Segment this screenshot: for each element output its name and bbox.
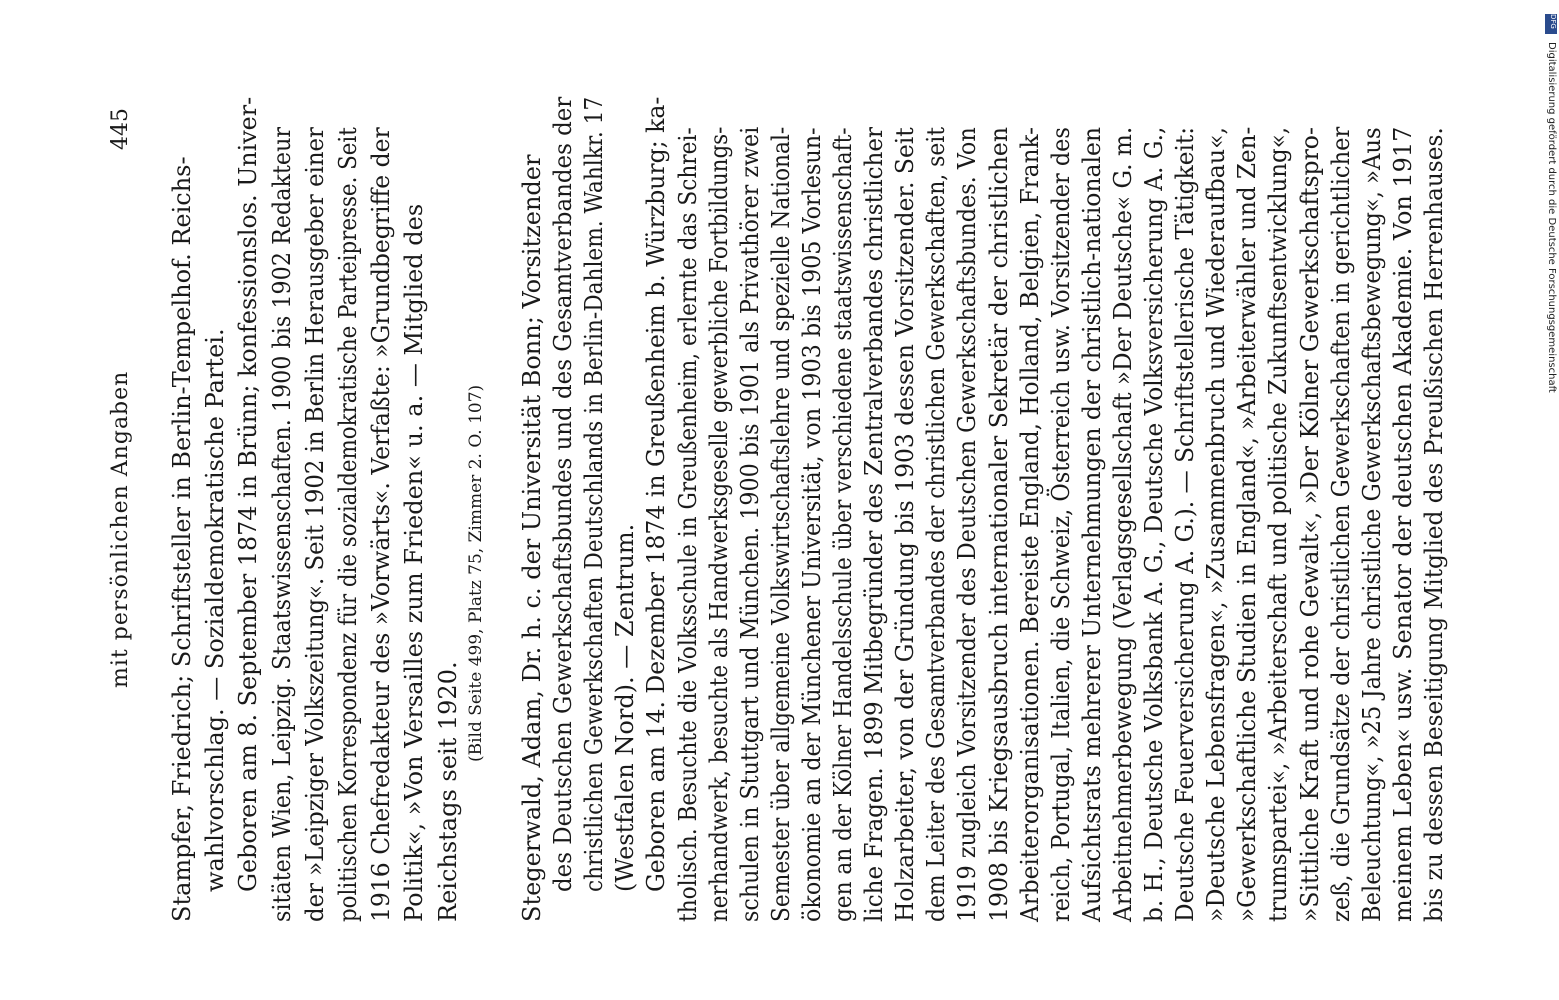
- entry-stampfer-line: wahlvorschlag. — Sozialdemokratische Partei.: [201, 328, 230, 892]
- entry-stampfer-line: sitäten Wien, Leipzig. Staatswissenschaften. 1900 bis 1902 Redakteur: [267, 126, 296, 923]
- digitization-notice: Digitalisierung gefördert durch die Deutsche Forschungsgemeinschaft: [1546, 42, 1557, 393]
- entry-stegerwald-line: (Westfalen Nord). — Zentrum.: [611, 523, 640, 892]
- entry-stampfer-caption: (Bild Seite 499, Platz 75, Zimmer 2. O. 107): [466, 384, 486, 762]
- entry-stegerwald-line: »Gewerkschaftliche Studien in England«, »Arbeiterwähler und Zen-: [1233, 126, 1262, 923]
- entry-stegerwald-line: bis zu dessen Beseitigung Mitglied des Preußischen Herrenhauses.: [1419, 127, 1448, 923]
- entry-stegerwald-line: nerhandwerk, besuchte als Handwerksgeselle gewerbliche Fortbildungs-: [704, 126, 733, 923]
- entry-stampfer-line: Geboren am 8. September 1874 in Brünn; konfessionslos. Univer-: [234, 96, 263, 892]
- entry-stegerwald-line: Beleuchtung«, »25 Jahre christliche Gewerkschaftsbewegung«, »Aus: [1357, 127, 1386, 923]
- entry-stampfer-line: 1916 Chefredakteur des »Vorwärts«. Verfaßte: »Grundbegriffe der: [367, 127, 396, 923]
- entry-stegerwald-line: trumspartei«, »Arbeiterschaft und politische Zukunftsentwicklung«,: [1264, 126, 1293, 922]
- entry-stegerwald-line: christlichen Gewerkschaften Deutschlands in Berlin-Dahlem. Wahlkr. 17: [580, 96, 609, 893]
- entry-stegerwald-line: »Sittliche Kraft und rohe Gewalt«, »Der Kölner Gewerkschaftspro-: [1295, 127, 1324, 923]
- entry-stampfer-line: der »Leipziger Volkszeitung«. Seit 1902 in Berlin Herausgeber einer: [300, 127, 329, 922]
- entry-stegerwald-line: meinem Leben« usw. Senator der deutschen Akademie. Von 1917: [1388, 126, 1417, 922]
- entry-stampfer-line: Stampfer, Friedrich; Schriftsteller in Berlin-Tempelhof. Reichs-: [168, 156, 196, 922]
- entry-stegerwald-line: Holzarbeiter, von der Gründung bis 1903 dessen Vorsitzender. Seit: [891, 127, 920, 923]
- entry-stegerwald-line: tholisch. Besuchte die Volksschule in Greußenheim, erlernte das Schrei-: [673, 127, 702, 922]
- entry-stegerwald-line: gen an der Kölner Handelsschule über verschiedene staatswissenschaft-: [829, 127, 857, 922]
- entry-stegerwald-line: reich, Portugal, Italien, die Schweiz, Österreich usw. Vorsitzender des: [1046, 127, 1075, 922]
- page-number: 445: [108, 108, 133, 150]
- entry-stegerwald-line: Aufsichtsrats mehrerer Unternehmungen der christlich-nationalen: [1077, 126, 1106, 922]
- entry-stampfer-line: politischen Korrespondenz für die sozialdemokratische Parteipresse. Seit: [334, 127, 362, 923]
- entry-stegerwald-line: Geboren am 14. Dezember 1874 in Greußenheim b. Würzburg; ka-: [642, 96, 671, 892]
- entry-stegerwald-line: Deutsche Feuerversicherung A. G.). — Schriftstellerische Tätigkeit:: [1171, 126, 1200, 922]
- entry-stegerwald-line: 1908 bis Kriegsausbruch internationaler Sekretär der christlichen: [984, 126, 1013, 922]
- entry-stegerwald-line: Arbeitnehmerbewegung (Verlagsgesellschaft »Der Deutsche« G. m.: [1108, 126, 1137, 923]
- entry-stegerwald-line: Stegerwald, Adam, Dr. h. c. der Universität Bonn; Vorsitzender: [518, 154, 546, 922]
- entry-stegerwald-line: »Deutsche Lebensfragen«, »Zusammenbruch und Wiederaufbau«,: [1202, 126, 1231, 922]
- entry-stegerwald-line: ökonomie an der Münchener Universität, von 1903 bis 1905 Vorlesun-: [797, 127, 826, 922]
- dfg-logo-text: DFG: [1549, 14, 1557, 29]
- entry-stegerwald-line: b. H., Deutsche Volksbank A. G., Deutsche Volksversicherung A. G.,: [1140, 126, 1168, 923]
- running-head: mit persönlichen Angaben: [108, 370, 133, 688]
- entry-stegerwald-line: zeß, die Grundsätze der christlichen Gewerkschaften in gerichtlicher: [1326, 126, 1355, 922]
- entry-stegerwald-line: Arbeiterorganisationen. Bereiste England, Holland, Belgien, Frank-: [1015, 127, 1044, 923]
- entry-stampfer-line: Reichstags seit 1920.: [433, 661, 462, 922]
- entry-stegerwald-line: schulen in Stuttgart und München. 1900 bis 1901 als Privathörer zwei: [735, 126, 764, 922]
- entry-stegerwald-line: 1919 zugleich Vorsitzender des Deutschen Gewerkschaftsbundes. Von: [953, 127, 982, 923]
- entry-stegerwald-line: dem Leiter des Gesamtverbandes der christlichen Gewerkschaften, seit: [922, 126, 951, 923]
- entry-stegerwald-line: des Deutschen Gewerkschaftsbundes und des Gesamtverbandes der: [549, 96, 578, 892]
- entry-stampfer-line: Politik«, »Von Versailles zum Frieden« u. a. — Mitglied des: [400, 203, 429, 922]
- dfg-logo: [1545, 14, 1557, 34]
- entry-stegerwald-line: Semester über allgemeine Volkswirtschaftslehre und spezielle National-: [766, 126, 795, 922]
- entry-stegerwald-line: liche Fragen. 1899 Mitbegründer des Zentralverbandes christlicher: [860, 126, 889, 923]
